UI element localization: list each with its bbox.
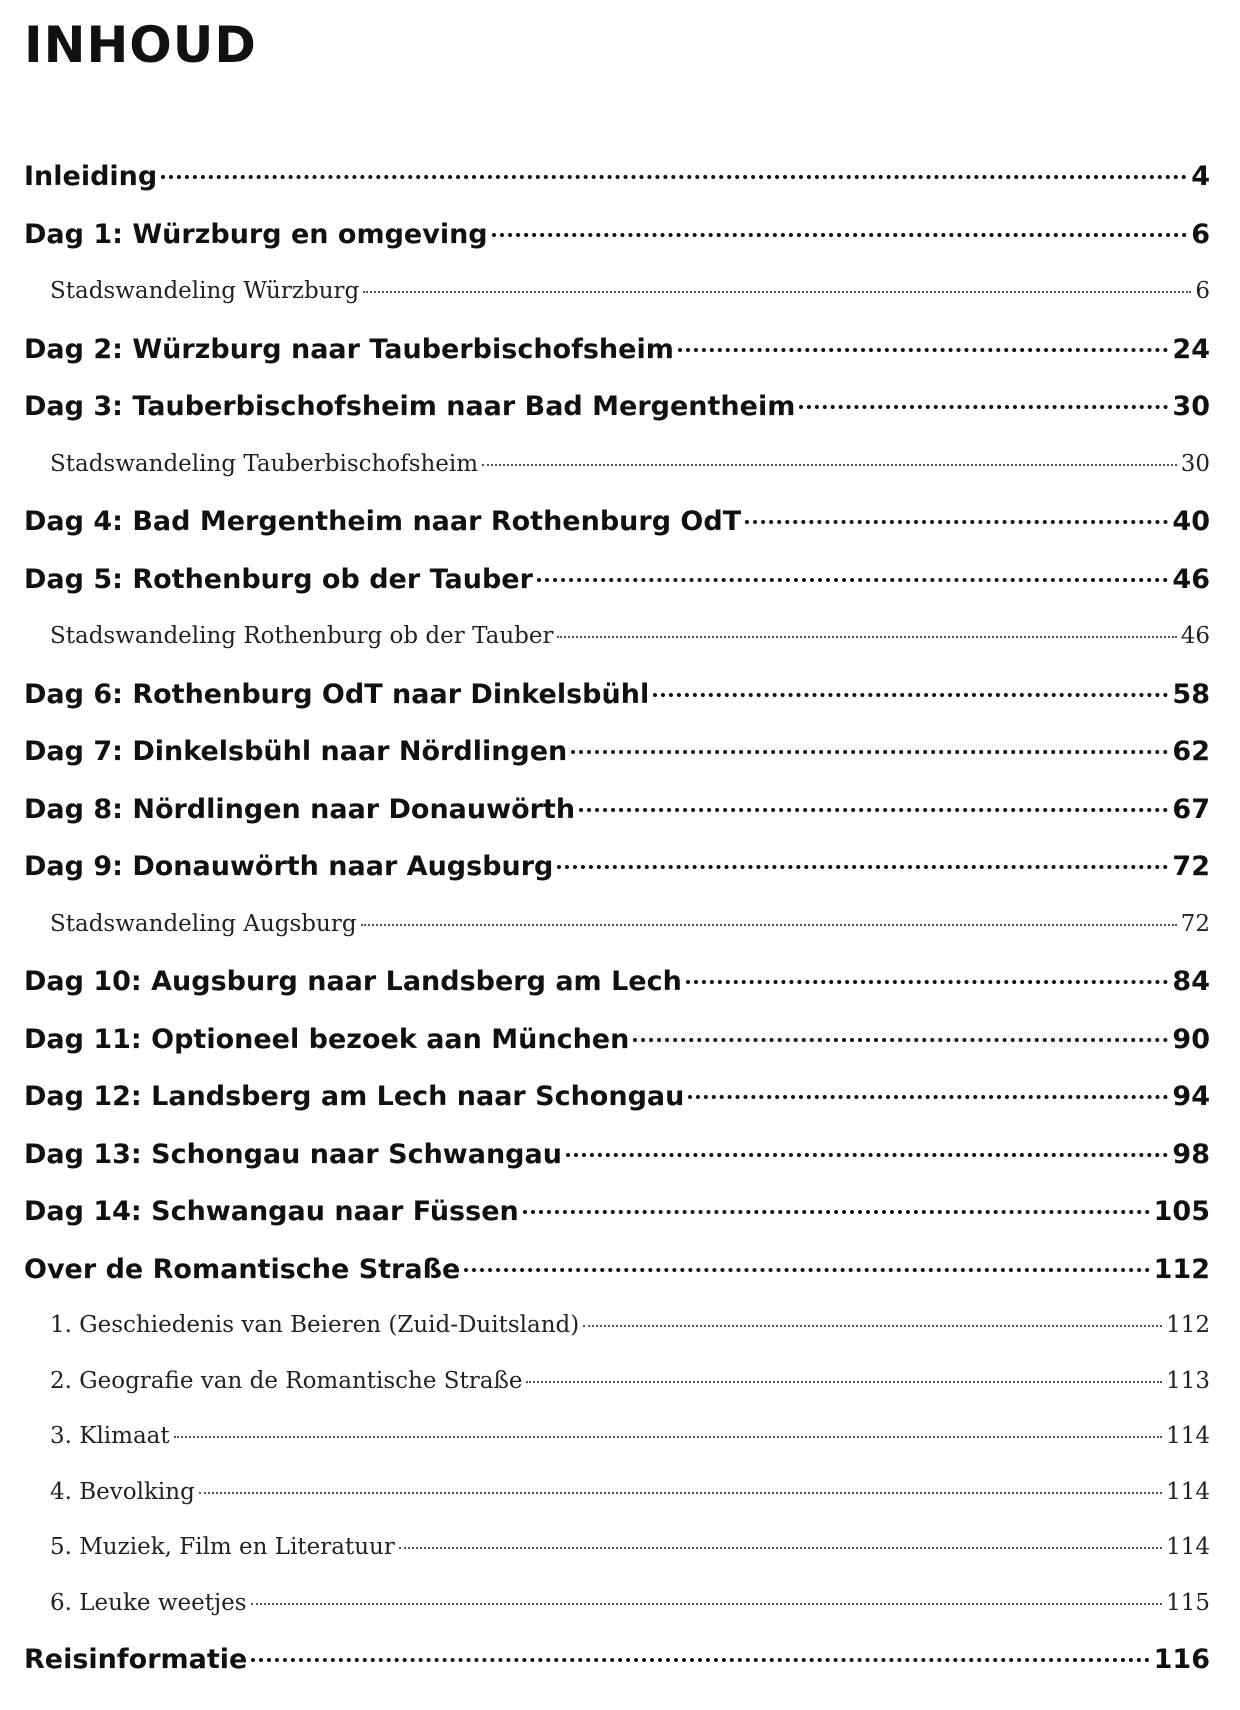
toc-entry-dag-9[interactable] bbox=[24, 838, 1210, 896]
toc-subentry-muziek-film-literatuur[interactable] bbox=[24, 1520, 1210, 1576]
toc-entry-dag-13[interactable] bbox=[24, 1126, 1210, 1184]
toc-entry-label: Stadswandeling Rothenburg ob der Tauber bbox=[50, 623, 554, 649]
toc-entry-page: 94 bbox=[1172, 1081, 1210, 1112]
dot-leader bbox=[653, 693, 1168, 697]
toc-entry-page: 58 bbox=[1172, 678, 1210, 710]
toc-entry-dag-3[interactable] bbox=[24, 378, 1210, 436]
toc-subentry-stadswandeling-augsburg[interactable] bbox=[24, 896, 1210, 954]
dot-leader bbox=[526, 1381, 1162, 1383]
toc-entry-label: Dag 12: Landsberg am Lech naar Schongau bbox=[24, 1081, 685, 1112]
toc-entry-label: Dag 9: Donauwörth naar Augsburg bbox=[24, 851, 554, 882]
dot-leader bbox=[557, 636, 1176, 638]
toc-entry-page: 24 bbox=[1172, 333, 1210, 365]
toc-entry-page: 4 bbox=[1191, 161, 1210, 192]
toc-entry-page: 115 bbox=[1166, 1589, 1210, 1616]
toc-entry-label: Dag 4: Bad Mergentheim naar Rothenburg OdT bbox=[24, 506, 742, 537]
dot-leader bbox=[399, 1547, 1162, 1549]
toc-entry-label: 4. Bevolking bbox=[50, 1478, 195, 1505]
toc-entry-page: 113 bbox=[1166, 1367, 1210, 1394]
toc-entry-label: Dag 6: Rothenburg OdT naar Dinkelsbühl bbox=[24, 678, 650, 710]
toc-entry-page: 46 bbox=[1172, 563, 1210, 595]
toc-entry-label: 3. Klimaat bbox=[50, 1423, 170, 1449]
toc-entry-page: 116 bbox=[1153, 1644, 1210, 1675]
toc-entry-dag-12[interactable] bbox=[24, 1068, 1210, 1126]
toc-entry-page: 114 bbox=[1166, 1534, 1210, 1560]
dot-leader bbox=[161, 175, 1187, 179]
toc-entry-page: 112 bbox=[1166, 1312, 1210, 1338]
toc-entry-dag-4[interactable] bbox=[24, 493, 1210, 551]
dot-leader bbox=[579, 808, 1168, 812]
toc-entry-page: 98 bbox=[1172, 1138, 1210, 1170]
toc-entry-label: Inleiding bbox=[24, 161, 158, 192]
toc-entry-reisinformatie[interactable] bbox=[24, 1631, 1210, 1689]
toc-entry-page: 114 bbox=[1166, 1478, 1210, 1505]
toc-entry-over-de-romantische-strasse[interactable] bbox=[24, 1241, 1210, 1299]
dot-leader bbox=[688, 1095, 1168, 1099]
dot-leader bbox=[566, 1153, 1168, 1157]
toc-subentry-stadswandeling-rothenburg[interactable] bbox=[24, 608, 1210, 666]
toc-entry-label: 1. Geschiedenis van Beieren (Zuid-Duitsland) bbox=[50, 1312, 580, 1338]
toc-entry-dag-10[interactable] bbox=[24, 953, 1210, 1011]
toc-entry-page: 46 bbox=[1180, 623, 1210, 649]
toc-entry-dag-1[interactable] bbox=[24, 206, 1210, 264]
dot-leader bbox=[686, 980, 1169, 984]
toc-entry-page: 114 bbox=[1166, 1423, 1210, 1449]
dot-leader bbox=[464, 1268, 1149, 1272]
toc-entry-page: 62 bbox=[1172, 736, 1210, 767]
toc-subentry-geografie[interactable] bbox=[24, 1354, 1210, 1410]
toc-entry-label: Stadswandeling Würzburg bbox=[50, 278, 360, 304]
dot-leader bbox=[482, 464, 1177, 466]
toc-entry-page: 67 bbox=[1172, 793, 1210, 825]
dot-leader bbox=[251, 1658, 1149, 1662]
table-of-contents bbox=[24, 148, 1210, 1689]
toc-entry-page: 112 bbox=[1153, 1253, 1210, 1285]
toc-entry-label: Dag 5: Rothenburg ob der Tauber bbox=[24, 563, 533, 595]
toc-entry-label: Dag 7: Dinkelsbühl naar Nördlingen bbox=[24, 736, 568, 767]
toc-subentry-leuke-weetjes[interactable] bbox=[24, 1576, 1210, 1632]
toc-entry-dag-2[interactable] bbox=[24, 321, 1210, 379]
toc-entry-label: Dag 14: Schwangau naar Füssen bbox=[24, 1196, 519, 1227]
toc-entry-dag-7[interactable] bbox=[24, 723, 1210, 781]
dot-leader bbox=[537, 578, 1169, 582]
page-title: INHOUD bbox=[24, 16, 257, 74]
toc-entry-label: Dag 8: Nördlingen naar Donauwörth bbox=[24, 793, 576, 825]
toc-entry-page: 84 bbox=[1172, 966, 1210, 997]
dot-leader bbox=[492, 233, 1188, 237]
toc-entry-inleiding[interactable] bbox=[24, 148, 1210, 206]
toc-entry-label: Dag 13: Schongau naar Schwangau bbox=[24, 1138, 562, 1170]
dot-leader bbox=[523, 1210, 1150, 1214]
toc-subentry-bevolking[interactable] bbox=[24, 1465, 1210, 1521]
dot-leader bbox=[363, 291, 1191, 293]
toc-entry-label: 5. Muziek, Film en Literatuur bbox=[50, 1534, 395, 1560]
toc-entry-label: Dag 1: Würzburg en omgeving bbox=[24, 218, 488, 250]
toc-entry-page: 90 bbox=[1172, 1023, 1210, 1055]
dot-leader bbox=[678, 348, 1169, 352]
toc-entry-page: 6 bbox=[1195, 278, 1210, 304]
toc-subentry-stadswandeling-wurzburg[interactable] bbox=[24, 263, 1210, 321]
dot-leader bbox=[251, 1603, 1163, 1605]
toc-entry-page: 40 bbox=[1172, 506, 1210, 537]
toc-entry-dag-11[interactable] bbox=[24, 1011, 1210, 1069]
toc-entry-dag-5[interactable] bbox=[24, 551, 1210, 609]
toc-entry-label: Dag 10: Augsburg naar Landsberg am Lech bbox=[24, 966, 682, 997]
toc-entry-page: 30 bbox=[1180, 450, 1210, 477]
toc-entry-label: Reisinformatie bbox=[24, 1644, 248, 1675]
toc-entry-page: 6 bbox=[1191, 218, 1210, 250]
toc-subentry-geschiedenis[interactable] bbox=[24, 1298, 1210, 1354]
dot-leader bbox=[745, 520, 1168, 524]
dot-leader bbox=[361, 924, 1177, 926]
toc-entry-label: Dag 3: Tauberbischofsheim naar Bad Mergentheim bbox=[24, 391, 796, 422]
dot-leader bbox=[174, 1436, 1162, 1438]
toc-entry-label: 6. Leuke weetjes bbox=[50, 1589, 247, 1616]
dot-leader bbox=[799, 405, 1168, 409]
toc-entry-page: 72 bbox=[1172, 851, 1210, 882]
toc-subentry-stadswandeling-tauberbischofsheim[interactable] bbox=[24, 436, 1210, 494]
dot-leader bbox=[583, 1325, 1162, 1327]
toc-entry-page: 72 bbox=[1180, 910, 1210, 937]
toc-entry-label: 2. Geografie van de Romantische Straße bbox=[50, 1367, 523, 1394]
toc-entry-label: Stadswandeling Tauberbischofsheim bbox=[50, 450, 479, 477]
dot-leader bbox=[571, 750, 1168, 754]
toc-entry-page: 30 bbox=[1172, 391, 1210, 422]
toc-entry-label: Stadswandeling Augsburg bbox=[50, 910, 357, 937]
toc-entry-dag-14[interactable] bbox=[24, 1183, 1210, 1241]
dot-leader bbox=[557, 865, 1168, 869]
toc-entry-dag-8[interactable] bbox=[24, 781, 1210, 839]
toc-subentry-klimaat[interactable] bbox=[24, 1409, 1210, 1465]
toc-entry-label: Over de Romantische Straße bbox=[24, 1253, 461, 1285]
toc-entry-label: Dag 2: Würzburg naar Tauberbischofsheim bbox=[24, 333, 674, 365]
dot-leader bbox=[633, 1038, 1168, 1042]
dot-leader bbox=[199, 1492, 1162, 1494]
toc-entry-page: 105 bbox=[1153, 1196, 1210, 1227]
toc-entry-label: Dag 11: Optioneel bezoek aan München bbox=[24, 1023, 630, 1055]
toc-entry-dag-6[interactable] bbox=[24, 666, 1210, 724]
